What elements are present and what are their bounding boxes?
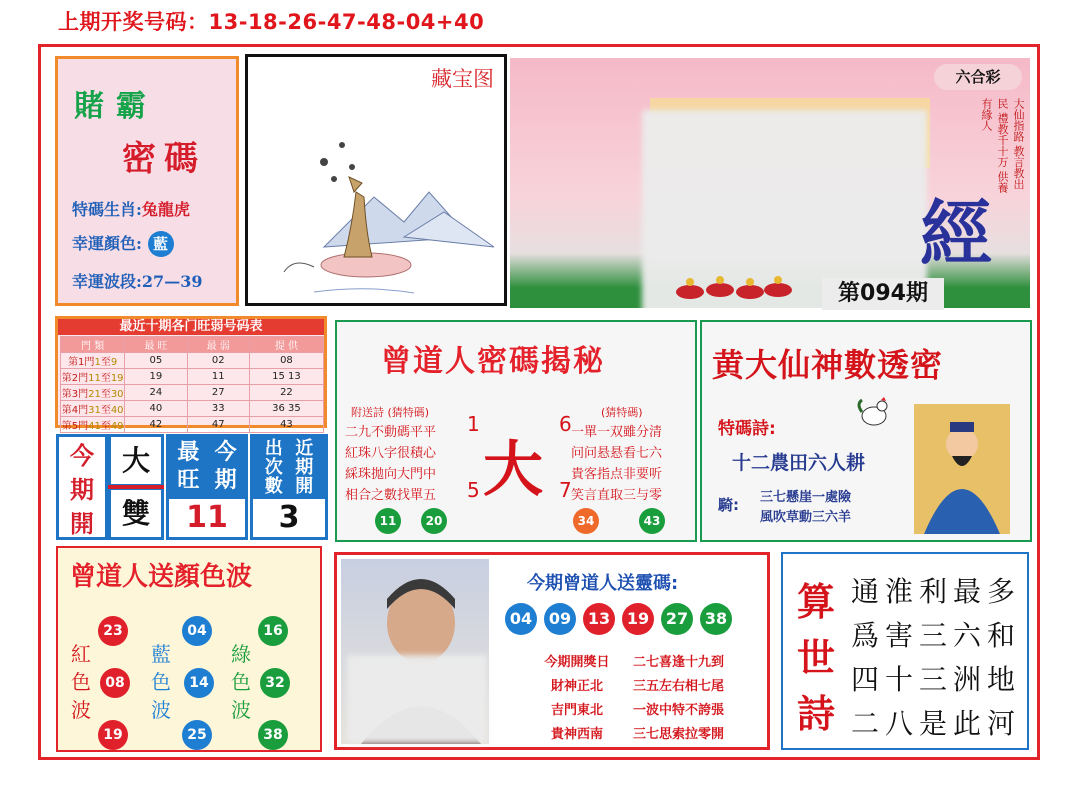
table-row [61, 417, 324, 433]
world-poem-line: 二八是此河 [851, 707, 1022, 740]
give-cell: 43 [249, 417, 323, 433]
recent-label-4: 期 [295, 457, 314, 478]
col-header-door: 門 類 [61, 337, 125, 353]
secret-ball: 34 [573, 508, 599, 534]
recent-label-5: 數 [264, 476, 283, 497]
recent-label-3: 次 [264, 457, 283, 478]
rooster-icon [856, 396, 892, 430]
lucky-color-label: 幸運顏色: [72, 234, 142, 253]
left-poem-line: 綵珠拋向大門中 [345, 467, 437, 482]
issue-number: 第094期 [822, 278, 944, 310]
cold-cell: 27 [187, 385, 249, 401]
double-indicator: 雙 [108, 487, 164, 540]
col-header-cold: 最 弱 [187, 337, 249, 353]
big-char: 大 [483, 435, 543, 505]
door-cell: 第2門11至19 [61, 369, 125, 385]
blue-label-char: 色 [151, 670, 171, 694]
red-wave-label [70, 640, 92, 724]
lucky-color-ball: 藍 [148, 231, 174, 257]
spirit-poem-line: 三七思索拉零開 [633, 727, 725, 742]
draw-day-line: 貴神西南 [550, 727, 603, 742]
racing-horses-icon [670, 268, 800, 308]
spirit-ball: 09 [544, 603, 576, 635]
banner-scripture-char: 經 [920, 191, 993, 276]
wong-tai-sin-panel [700, 320, 1032, 542]
recent-value: 3 [250, 496, 328, 540]
right-poem-heading: (猜特碼) [601, 406, 643, 419]
ride-line: 三七懸崖一處險 [760, 490, 852, 505]
table-row [61, 369, 324, 385]
give-cell: 08 [249, 353, 323, 369]
hot-label-4: 期 [214, 468, 237, 493]
spirit-title: 今期曾道人送靈碼: [527, 573, 679, 594]
zodiac-row [72, 197, 190, 220]
world-poem-line: 四十三洲地 [851, 663, 1022, 696]
secret-ball: 11 [375, 508, 401, 534]
stats-divider [108, 485, 164, 489]
right-poem-line: 一單一双雖分清 [571, 425, 663, 440]
hot-value: 11 [166, 496, 248, 540]
side-line-4: 供養有緣人 [980, 98, 1009, 193]
spirit-poem-line: 二七喜逢十九到 [633, 655, 725, 670]
left-poem-line: 相合之數找單五 [345, 488, 437, 503]
lucky-wave-value: 27—39 [141, 272, 203, 291]
green-ball: 38 [258, 720, 288, 750]
hot-cell: 05 [125, 353, 187, 369]
draw-day-line: 財神正北 [550, 679, 603, 694]
table-row [61, 401, 324, 417]
color-wave-title: 曾道人送顏色波 [70, 562, 253, 592]
recent-label-2: 近 [295, 438, 314, 459]
right-poem-line: 问问悬悬看七六 [571, 446, 663, 461]
spirit-ball: 13 [583, 603, 615, 635]
right-poem-line: 笑言直取三与零 [571, 488, 663, 503]
zodiac-value: 兔龍虎 [141, 200, 190, 219]
green-wave-label [230, 640, 252, 724]
blue-ball: 14 [184, 668, 214, 698]
spirit-ball: 04 [505, 603, 537, 635]
red-ball: 19 [98, 720, 128, 750]
draw-day-line: 今期開獎日 [544, 655, 610, 670]
red-label-char: 色 [71, 670, 91, 694]
immortal-portrait [914, 404, 1010, 534]
green-label-char: 波 [231, 698, 251, 722]
hot-label-1: 最 [177, 440, 200, 465]
secret-ball: 43 [639, 508, 665, 534]
spirit-poem-line: 三五左右相七尾 [633, 679, 725, 694]
immortal-poem: 十二農田六人耕 [732, 452, 866, 474]
hot-cell: 24 [125, 385, 187, 401]
green-ball: 16 [258, 616, 288, 646]
ride-label: 騎: [718, 496, 739, 514]
cold-cell: 47 [187, 417, 249, 433]
hot-cell: 19 [125, 369, 187, 385]
world-poem-line: 爲害三六和 [851, 619, 1022, 652]
number-1: 1 [467, 412, 480, 436]
red-label-char: 紅 [71, 642, 91, 666]
left-poem-heading: 附送詩 (猜特碼) [351, 406, 430, 419]
give-cell: 36 35 [249, 401, 323, 417]
door-cell: 第5門41至49 [61, 417, 125, 433]
code-title: 密碼 [122, 139, 206, 179]
lucky-color-row [72, 231, 174, 257]
spirit-code-panel [334, 552, 770, 750]
door-cell: 第3門21至30 [61, 385, 125, 401]
red-label-char: 波 [71, 698, 91, 722]
zodiac-label: 特碼生肖: [72, 200, 142, 219]
world-poem-lines [851, 570, 1021, 746]
blue-ball: 25 [182, 720, 212, 750]
cold-cell: 11 [187, 369, 249, 385]
banner-panel [510, 58, 1030, 308]
photo-blurred-area [347, 655, 487, 743]
treasure-map-title: 藏宝图 [431, 67, 494, 91]
table-row [61, 353, 324, 369]
col-header-hot: 最 旺 [125, 337, 187, 353]
cold-cell: 02 [187, 353, 249, 369]
table-title: 最近十期各门旺弱号码表 [58, 319, 324, 335]
secret-ball: 20 [421, 508, 447, 534]
big-indicator: 大 [108, 434, 164, 487]
blue-label-char: 波 [151, 698, 171, 722]
left-poem-line: 二九不動碼平平 [345, 425, 437, 440]
world-poem-line: 通淮利最多 [851, 575, 1022, 608]
recent-label-6: 開 [295, 476, 314, 497]
blue-wave-label [150, 640, 172, 724]
secret-reveal-panel [335, 320, 697, 542]
door-hot-cold-table [55, 316, 327, 432]
world-title-char: 算 [796, 579, 835, 624]
gamble-code-panel [55, 56, 239, 306]
immortal-title: 黄大仙神數透密 [712, 346, 944, 384]
last-draw-numbers: 上期开奖号码：13-18-26-47-48-04+40 [58, 10, 485, 34]
red-ball: 08 [100, 668, 130, 698]
col-header-give: 提 供 [249, 337, 323, 353]
recent-label-1: 出 [264, 438, 283, 459]
world-title-char: 世 [796, 635, 835, 680]
draw-day-line: 吉門東北 [550, 703, 603, 718]
spirit-poem-line: 一波中特不誇張 [633, 703, 725, 718]
number-6: 6 [559, 412, 572, 436]
door-cell: 第4門31至40 [61, 401, 125, 417]
hot-label-3: 旺 [177, 468, 200, 493]
recent-label [250, 434, 328, 496]
green-label-char: 綠 [231, 642, 251, 666]
number-5: 5 [467, 478, 480, 502]
spirit-poem [633, 651, 724, 747]
ride-lines [760, 488, 851, 528]
this-issue-open-label [56, 434, 108, 540]
spirit-balls-row [505, 603, 732, 635]
right-poem [571, 422, 662, 506]
cold-cell: 33 [187, 401, 249, 417]
lucky-wave-row [72, 269, 202, 292]
red-ball: 23 [98, 616, 128, 646]
lucky-wave-label: 幸運波段: [72, 272, 142, 291]
spirit-ball: 27 [661, 603, 693, 635]
hot-label [166, 434, 248, 496]
treasure-map-drawing [254, 97, 502, 297]
mark-six-tag: 六合彩 [934, 64, 1022, 90]
world-poem-panel [781, 552, 1029, 750]
secret-title: 曾道人密碼揭秘 [381, 344, 605, 379]
gamble-title: 賭霸 [74, 89, 158, 124]
table-row [61, 385, 324, 401]
color-wave-panel [56, 546, 322, 752]
green-ball: 32 [260, 668, 290, 698]
blue-ball: 04 [182, 616, 212, 646]
right-poem-line: 貴客指点非要听 [571, 467, 663, 482]
treasure-map-panel [245, 54, 507, 306]
poem-label: 特碼詩: [718, 419, 776, 439]
side-line-1: 大仙指路 [1012, 98, 1025, 142]
person-photo [341, 559, 489, 744]
left-poem-line: 紅珠八字很積心 [345, 446, 437, 461]
hot-cold-grid [60, 336, 324, 433]
side-line-2: 教言教出民 [996, 98, 1025, 190]
hot-label-2: 今 [214, 440, 237, 465]
world-poem-title [793, 574, 839, 742]
spirit-ball: 38 [700, 603, 732, 635]
give-cell: 15 13 [249, 369, 323, 385]
ride-line: 風吹草動三六羊 [760, 510, 852, 525]
draw-day-info [525, 651, 629, 747]
blue-label-char: 藍 [151, 642, 171, 666]
hot-cell: 40 [125, 401, 187, 417]
world-title-char: 詩 [796, 691, 835, 736]
open-label-text: 今期開 [70, 442, 94, 538]
left-poem [345, 422, 436, 506]
number-7: 7 [559, 478, 572, 502]
green-label-char: 色 [231, 670, 251, 694]
give-cell: 22 [249, 385, 323, 401]
side-line-3: 禮教千十万 [996, 112, 1009, 168]
spirit-ball: 19 [622, 603, 654, 635]
door-cell: 第1門1至9 [61, 353, 125, 369]
hot-cell: 42 [125, 417, 187, 433]
